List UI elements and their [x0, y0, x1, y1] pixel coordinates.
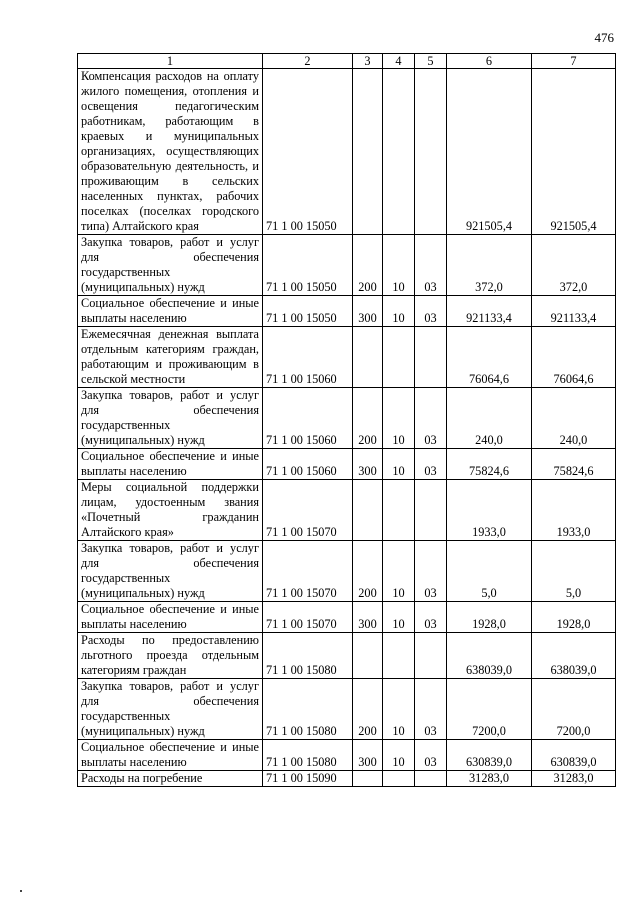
row-name-cell: Социальное обеспечение и иные выплаты населению [78, 602, 263, 633]
table-row [78, 296, 616, 327]
row-name-cell: Социальное обеспечение и иные выплаты населению [78, 449, 263, 480]
row-code-cell: 71 1 00 15080 [263, 740, 353, 771]
table-row [78, 449, 616, 480]
row-code-cell: 71 1 00 15060 [263, 327, 353, 388]
row-pr-cell: 03 [415, 602, 447, 633]
row-sum2-cell: 31283,0 [532, 771, 616, 787]
table-row [78, 679, 616, 740]
scan-speck [20, 890, 22, 892]
row-name-cell: Социальное обеспечение и иные выплаты населению [78, 740, 263, 771]
row-pr-cell [415, 480, 447, 541]
table-row [78, 69, 616, 235]
budget-table [77, 53, 616, 787]
row-sum1-cell: 1933,0 [447, 480, 532, 541]
table-row [78, 541, 616, 602]
row-code-cell: 71 1 00 15080 [263, 633, 353, 679]
row-code-cell: 71 1 00 15070 [263, 480, 353, 541]
row-sum2-cell: 1933,0 [532, 480, 616, 541]
row-sum2-cell: 921505,4 [532, 69, 616, 235]
row-vr-cell: 300 [353, 602, 383, 633]
table-row [78, 771, 616, 787]
row-name-cell: Закупка товаров, работ и услуг для обеспечения государственных (муниципальных) нужд [78, 541, 263, 602]
row-vr-cell: 200 [353, 235, 383, 296]
row-code-cell: 71 1 00 15090 [263, 771, 353, 787]
row-sum1-cell: 76064,6 [447, 327, 532, 388]
row-sum2-cell: 921133,4 [532, 296, 616, 327]
row-sum1-cell: 1928,0 [447, 602, 532, 633]
row-vr-cell [353, 327, 383, 388]
row-rz-cell: 10 [383, 235, 415, 296]
row-sum2-cell: 76064,6 [532, 327, 616, 388]
row-pr-cell: 03 [415, 740, 447, 771]
row-vr-cell [353, 633, 383, 679]
row-sum2-cell: 5,0 [532, 541, 616, 602]
row-sum1-cell: 31283,0 [447, 771, 532, 787]
table-row [78, 480, 616, 541]
row-vr-cell: 200 [353, 679, 383, 740]
row-sum1-cell: 630839,0 [447, 740, 532, 771]
row-sum1-cell: 7200,0 [447, 679, 532, 740]
row-pr-cell: 03 [415, 541, 447, 602]
row-rz-cell: 10 [383, 541, 415, 602]
row-sum1-cell: 372,0 [447, 235, 532, 296]
column-header: 6 [447, 54, 532, 69]
row-name-cell: Меры социальной поддержки лицам, удостоенным звания «Почетный гражданин Алтайского края» [78, 480, 263, 541]
row-sum1-cell: 75824,6 [447, 449, 532, 480]
row-sum2-cell: 1928,0 [532, 602, 616, 633]
row-vr-cell: 200 [353, 541, 383, 602]
row-code-cell: 71 1 00 15080 [263, 679, 353, 740]
row-name-cell: Расходы по предоставлению льготного проезда отдельным категориям граждан [78, 633, 263, 679]
row-sum2-cell: 638039,0 [532, 633, 616, 679]
row-pr-cell [415, 69, 447, 235]
row-sum2-cell: 630839,0 [532, 740, 616, 771]
row-name-cell: Закупка товаров, работ и услуг для обеспечения государственных (муниципальных) нужд [78, 235, 263, 296]
column-header: 2 [263, 54, 353, 69]
row-sum1-cell: 921505,4 [447, 69, 532, 235]
row-sum2-cell: 240,0 [532, 388, 616, 449]
row-rz-cell: 10 [383, 679, 415, 740]
row-code-cell: 71 1 00 15070 [263, 602, 353, 633]
row-rz-cell: 10 [383, 296, 415, 327]
row-sum2-cell: 7200,0 [532, 679, 616, 740]
row-pr-cell: 03 [415, 235, 447, 296]
row-pr-cell [415, 771, 447, 787]
row-vr-cell [353, 69, 383, 235]
row-code-cell: 71 1 00 15070 [263, 541, 353, 602]
table-header-row [78, 54, 616, 69]
row-name-cell: Закупка товаров, работ и услуг для обеспечения государственных (муниципальных) нужд [78, 388, 263, 449]
row-vr-cell: 300 [353, 449, 383, 480]
column-header: 3 [353, 54, 383, 69]
row-rz-cell [383, 327, 415, 388]
row-name-cell: Социальное обеспечение и иные выплаты населению [78, 296, 263, 327]
row-rz-cell: 10 [383, 388, 415, 449]
row-rz-cell [383, 771, 415, 787]
row-pr-cell: 03 [415, 449, 447, 480]
table-row [78, 388, 616, 449]
row-pr-cell: 03 [415, 679, 447, 740]
table-row [78, 602, 616, 633]
row-name-cell: Расходы на погребение [78, 771, 263, 787]
row-code-cell: 71 1 00 15050 [263, 296, 353, 327]
column-header: 1 [78, 54, 263, 69]
row-vr-cell: 200 [353, 388, 383, 449]
row-vr-cell [353, 480, 383, 541]
row-rz-cell [383, 69, 415, 235]
row-rz-cell [383, 633, 415, 679]
column-header: 7 [532, 54, 616, 69]
row-sum1-cell: 240,0 [447, 388, 532, 449]
table-row [78, 327, 616, 388]
row-code-cell: 71 1 00 15050 [263, 235, 353, 296]
row-sum2-cell: 75824,6 [532, 449, 616, 480]
row-code-cell: 71 1 00 15060 [263, 388, 353, 449]
row-code-cell: 71 1 00 15050 [263, 69, 353, 235]
row-rz-cell: 10 [383, 740, 415, 771]
row-sum2-cell: 372,0 [532, 235, 616, 296]
column-header: 5 [415, 54, 447, 69]
row-pr-cell: 03 [415, 296, 447, 327]
row-pr-cell [415, 327, 447, 388]
row-vr-cell: 300 [353, 296, 383, 327]
row-code-cell: 71 1 00 15060 [263, 449, 353, 480]
row-sum1-cell: 5,0 [447, 541, 532, 602]
row-sum1-cell: 921133,4 [447, 296, 532, 327]
row-sum1-cell: 638039,0 [447, 633, 532, 679]
row-vr-cell: 300 [353, 740, 383, 771]
table-row [78, 740, 616, 771]
row-rz-cell [383, 480, 415, 541]
row-name-cell: Компенсация расходов на оплату жилого помещения, отопления и освещения педагогическим работникам, работающим в краевых и муниципальных организациях, осуществляющих образовательную деятельность, и проживающим в сельских населенных пунктах, рабочих поселках (поселках городского типа) Алтайского края [78, 69, 263, 235]
row-rz-cell: 10 [383, 602, 415, 633]
row-vr-cell [353, 771, 383, 787]
row-name-cell: Закупка товаров, работ и услуг для обеспечения государственных (муниципальных) нужд [78, 679, 263, 740]
table-row [78, 235, 616, 296]
row-pr-cell: 03 [415, 388, 447, 449]
row-name-cell: Ежемесячная денежная выплата отдельным категориям граждан, работающим и проживающим в сельской местности [78, 327, 263, 388]
page-number: 476 [594, 30, 614, 45]
column-header: 4 [383, 54, 415, 69]
table-row [78, 633, 616, 679]
row-rz-cell: 10 [383, 449, 415, 480]
row-pr-cell [415, 633, 447, 679]
